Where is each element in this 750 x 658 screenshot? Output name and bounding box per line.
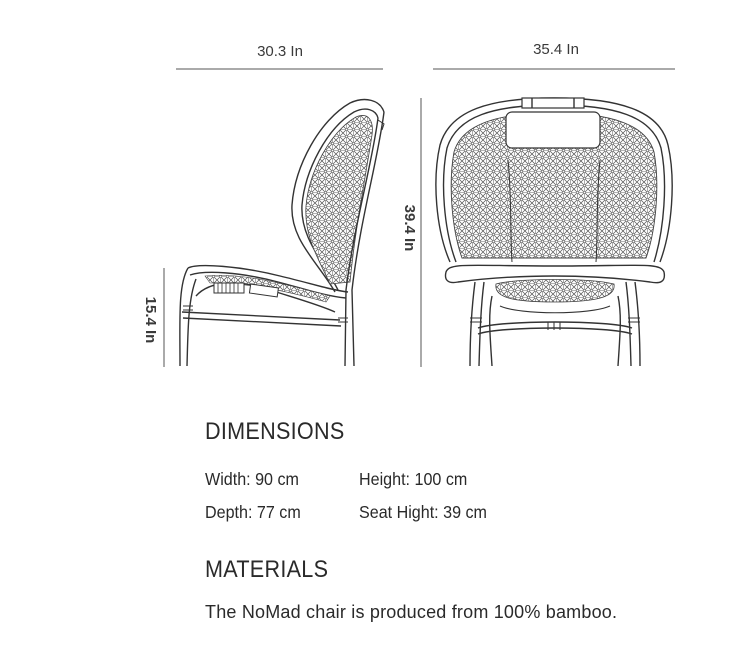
height-spec: Height: 100 cm: [359, 469, 468, 489]
width-spec: Width: 90 cm: [205, 469, 299, 489]
depth-spec: Depth: 77 cm: [205, 502, 301, 522]
height-label: 39.4 In: [401, 204, 418, 252]
seat-height-label: 15.4 In: [142, 296, 159, 344]
dimensions-heading: DIMENSIONS: [205, 418, 345, 445]
materials-description: The NoMad chair is produced from 100% bamboo.: [205, 602, 618, 622]
chair-front-view: [436, 98, 672, 366]
materials-heading: MATERIALS: [205, 556, 329, 583]
chair-side-view: [180, 100, 384, 366]
front-width-label: 35.4 In: [533, 41, 579, 58]
side-width-label: 30.3 In: [257, 43, 303, 60]
seat-height-spec: Seat Hight: 39 cm: [359, 502, 487, 522]
